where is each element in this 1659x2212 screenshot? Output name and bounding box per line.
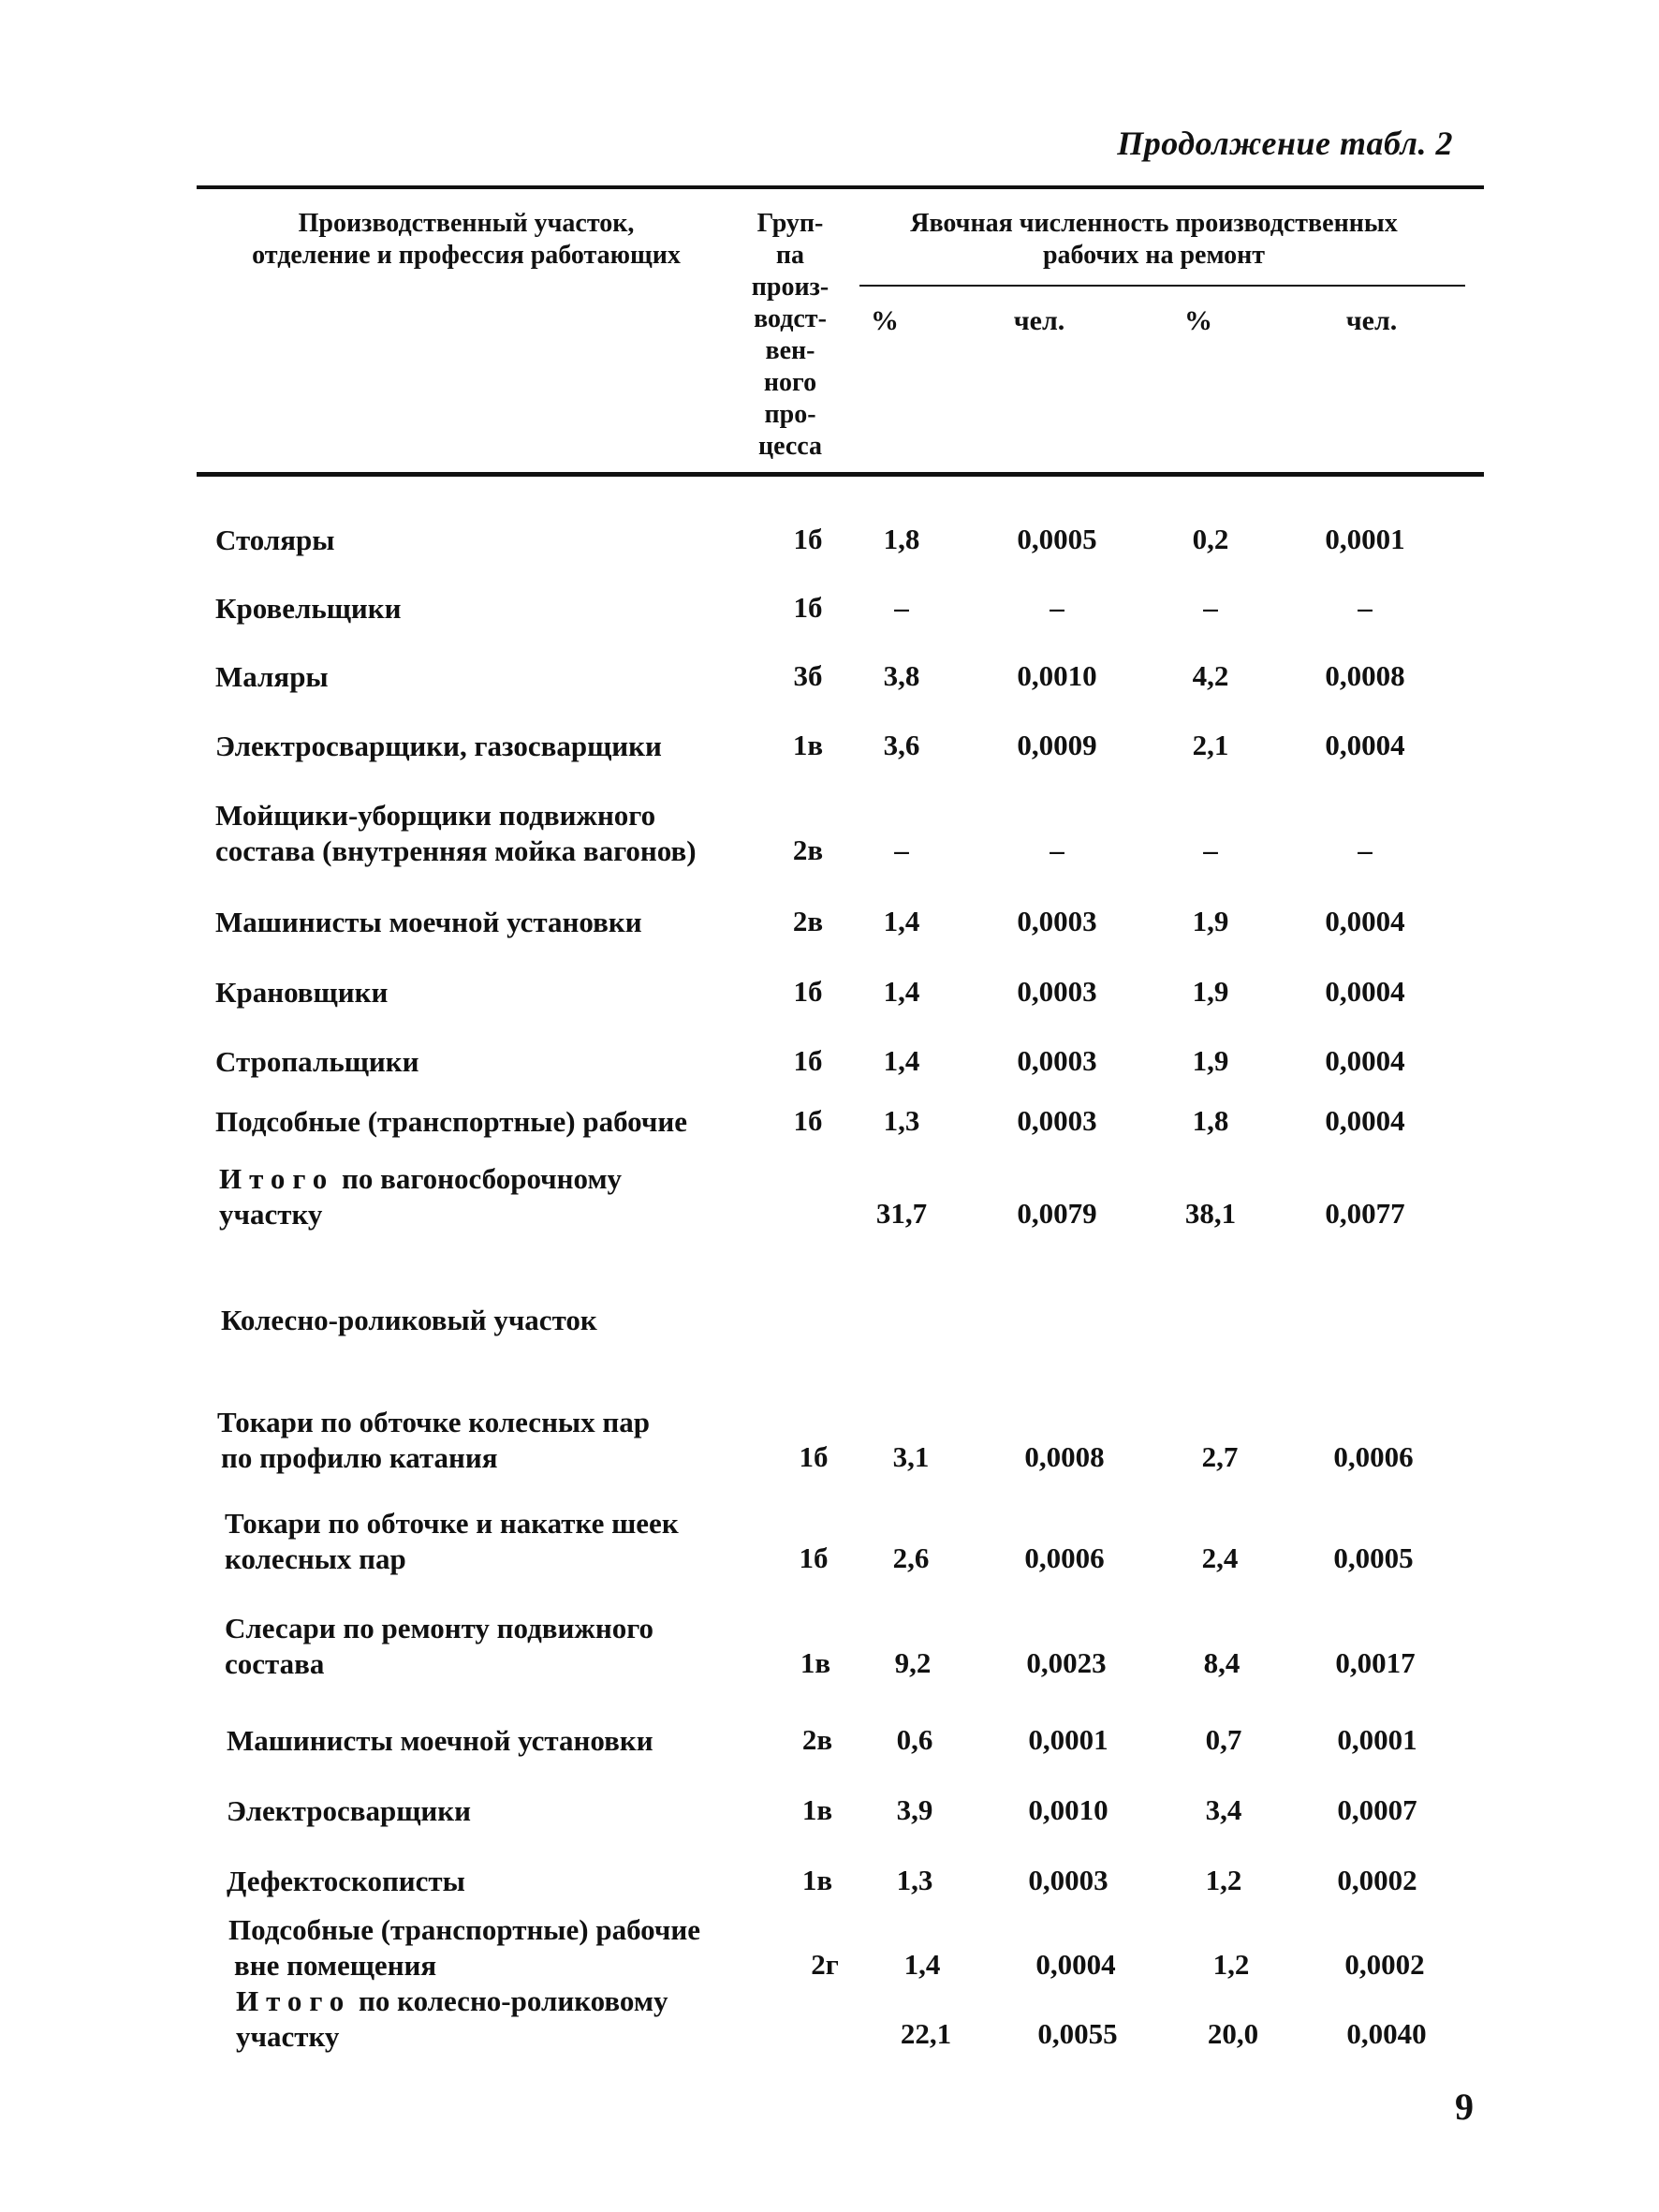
persons-cell: 0,0003 xyxy=(1017,1044,1097,1077)
persons-cell: 0,0055 xyxy=(1037,2017,1118,2050)
percent-cell: – xyxy=(894,833,909,866)
persons-cell: 0,0004 xyxy=(1035,1948,1116,1981)
profession-name: Машинисты моечной установки xyxy=(215,906,642,938)
percent-cell: 1,2 xyxy=(1212,1948,1250,1981)
percent-cell: 1,2 xyxy=(1205,1864,1242,1896)
persons-cell: 0,0006 xyxy=(1333,1440,1414,1473)
table-continuation-label: Продолжение табл. 2 xyxy=(1117,125,1453,162)
total-label xyxy=(236,1983,668,2055)
profession-name xyxy=(215,798,697,869)
group-cell: 1в xyxy=(801,1864,833,1896)
header-percent-2: % xyxy=(1184,305,1212,336)
persons-cell: 0,0077 xyxy=(1325,1197,1405,1230)
profession-name xyxy=(225,1611,653,1682)
persons-cell: 0,0010 xyxy=(1028,1793,1108,1826)
percent-cell: 3,1 xyxy=(892,1440,930,1473)
header-persons-2: чел. xyxy=(1345,305,1398,336)
persons-cell: 0,0003 xyxy=(1017,1104,1097,1137)
persons-cell: 0,0004 xyxy=(1325,975,1405,1008)
percent-cell: 1,3 xyxy=(883,1104,920,1137)
persons-cell: 0,0079 xyxy=(1017,1197,1097,1230)
percent-cell: 3,8 xyxy=(883,659,920,692)
percent-cell: 9,2 xyxy=(894,1646,932,1679)
group-cell: 1б xyxy=(793,975,823,1008)
percent-cell: 2,1 xyxy=(1192,729,1229,761)
group-cell: 1б xyxy=(793,591,823,624)
section-heading: Колесно-роликовый участок xyxy=(221,1304,597,1336)
profession-name: Маляры xyxy=(215,660,329,693)
percent-cell: 0,6 xyxy=(896,1723,933,1756)
group-cell: 2в xyxy=(801,1723,833,1756)
persons-cell: – xyxy=(1050,591,1064,624)
name-line: вне помещения xyxy=(234,1949,437,1982)
percent-cell: 0,2 xyxy=(1192,523,1229,555)
header-text: про- xyxy=(764,400,816,429)
header-bottom-rule xyxy=(197,472,1484,477)
header-text: отделение и профессия работающих xyxy=(252,241,681,270)
name-line: Токари по обточке колесных пар xyxy=(217,1406,650,1438)
total-rest: по колесно-роликовому xyxy=(351,1984,668,2017)
profession-name: Подсобные (транспортные) рабочие xyxy=(215,1105,687,1138)
percent-cell: 0,7 xyxy=(1205,1723,1242,1756)
percent-cell: 1,9 xyxy=(1192,905,1229,937)
group-cell: 1б xyxy=(799,1440,829,1473)
percent-cell: 2,7 xyxy=(1201,1440,1239,1473)
percent-cell: 8,4 xyxy=(1203,1646,1241,1679)
name-line: Слесари по ремонту подвижного xyxy=(225,1612,654,1644)
profession-name: Столяры xyxy=(215,524,335,556)
header-text: Груп- xyxy=(756,209,824,238)
group-cell: 2в xyxy=(792,833,824,866)
group-cell: 1в xyxy=(801,1793,833,1826)
total-rest: по вагоносборочному xyxy=(334,1162,623,1195)
group-cell: 1б xyxy=(799,1541,829,1574)
group-cell: 2в xyxy=(792,905,824,937)
persons-cell: 0,0002 xyxy=(1344,1948,1425,1981)
header-text: Явочная численность производственных xyxy=(910,209,1398,238)
percent-cell: – xyxy=(1203,591,1218,624)
group-cell: 1в xyxy=(800,1646,831,1679)
profession-name xyxy=(228,1912,700,1983)
percent-cell: 1,8 xyxy=(1192,1104,1229,1137)
persons-cell: – xyxy=(1358,833,1373,866)
group-cell: 1б xyxy=(793,1104,823,1137)
name-line: колесных пар xyxy=(225,1542,406,1575)
percent-cell: 1,4 xyxy=(883,905,920,937)
header-persons-1: чел. xyxy=(1013,305,1065,336)
percent-cell: 1,4 xyxy=(883,1044,920,1077)
persons-cell: 0,0004 xyxy=(1325,1044,1405,1077)
header-text: рабочих на ремонт xyxy=(1042,241,1266,270)
name-line: состава (внутренняя мойка вагонов) xyxy=(215,834,697,867)
group-cell: 2г xyxy=(811,1948,839,1981)
persons-cell: 0,0001 xyxy=(1325,523,1405,555)
profession-name: Кровельщики xyxy=(215,592,402,625)
persons-cell: 0,0040 xyxy=(1346,2017,1427,2050)
profession-name xyxy=(225,1506,679,1577)
persons-cell: 0,0001 xyxy=(1337,1723,1417,1756)
persons-cell: 0,0023 xyxy=(1026,1646,1107,1679)
header-sub-rule xyxy=(859,285,1465,287)
page-number: 9 xyxy=(1455,2086,1474,2128)
percent-cell: 2,6 xyxy=(892,1541,930,1574)
group-cell: 3б xyxy=(793,659,823,692)
total-label xyxy=(219,1161,622,1232)
profession-name: Дефектоскописты xyxy=(227,1865,465,1897)
persons-cell: 0,0009 xyxy=(1017,729,1097,761)
percent-cell: 3,6 xyxy=(883,729,920,761)
profession-name: Электросварщики xyxy=(227,1794,471,1827)
persons-cell: 0,0003 xyxy=(1017,975,1097,1008)
persons-cell: 0,0007 xyxy=(1337,1793,1417,1826)
percent-cell: 2,4 xyxy=(1201,1541,1239,1574)
header-text: цесса xyxy=(757,432,823,461)
header-col-profession xyxy=(195,208,738,272)
header-percent-1: % xyxy=(871,305,899,336)
persons-cell: 0,0017 xyxy=(1335,1646,1416,1679)
profession-name xyxy=(217,1405,650,1476)
persons-cell: 0,0005 xyxy=(1017,523,1097,555)
name-line: по профилю катания xyxy=(221,1441,498,1474)
header-text: Производственный участок, xyxy=(298,209,635,238)
percent-cell: 20,0 xyxy=(1207,2017,1259,2050)
percent-cell: 22,1 xyxy=(900,2017,952,2050)
persons-cell: 0,0004 xyxy=(1325,729,1405,761)
percent-cell: 3,9 xyxy=(896,1793,933,1826)
group-cell: 1б xyxy=(793,1044,823,1077)
profession-name: Стропальщики xyxy=(215,1045,419,1078)
persons-cell: 0,0003 xyxy=(1017,905,1097,937)
header-text: ного xyxy=(763,368,817,397)
persons-cell: 0,0010 xyxy=(1017,659,1097,692)
name-line: Мойщики-уборщики подвижного xyxy=(215,799,656,832)
header-col-headcount xyxy=(843,208,1465,272)
total-word: Итого xyxy=(236,1984,352,2017)
group-cell: 1в xyxy=(792,729,824,761)
percent-cell: 4,2 xyxy=(1192,659,1229,692)
profession-name: Электросварщики, газосварщики xyxy=(215,730,662,762)
profession-name: Крановщики xyxy=(215,976,389,1009)
total-line2: участку xyxy=(236,2020,340,2053)
persons-cell: 0,0004 xyxy=(1325,905,1405,937)
percent-cell: – xyxy=(894,591,909,624)
header-text: вен- xyxy=(765,336,815,365)
profession-name: Машинисты моечной установки xyxy=(227,1724,653,1757)
percent-cell: 1,8 xyxy=(883,523,920,555)
name-line: Токари по обточке и накатке шеек xyxy=(225,1507,679,1540)
percent-cell: 31,7 xyxy=(875,1197,928,1230)
percent-cell: – xyxy=(1203,833,1218,866)
total-line2: участку xyxy=(219,1198,323,1231)
table-top-rule xyxy=(197,185,1484,189)
percent-cell: 3,4 xyxy=(1205,1793,1242,1826)
header-text: произ- xyxy=(751,273,830,302)
percent-cell: 1,9 xyxy=(1192,975,1229,1008)
persons-cell: 0,0008 xyxy=(1024,1440,1105,1473)
persons-cell: – xyxy=(1358,591,1373,624)
percent-cell: 38,1 xyxy=(1184,1197,1237,1230)
persons-cell: 0,0006 xyxy=(1024,1541,1105,1574)
name-line: состава xyxy=(225,1647,325,1680)
persons-cell: – xyxy=(1050,833,1064,866)
persons-cell: 0,0004 xyxy=(1325,1104,1405,1137)
percent-cell: 1,9 xyxy=(1192,1044,1229,1077)
total-word: Итого xyxy=(219,1162,335,1195)
header-text: водст- xyxy=(754,304,827,333)
persons-cell: 0,0003 xyxy=(1028,1864,1108,1896)
persons-cell: 0,0001 xyxy=(1028,1723,1108,1756)
group-cell: 1б xyxy=(793,523,823,555)
percent-cell: 1,3 xyxy=(896,1864,933,1896)
percent-cell: 1,4 xyxy=(903,1948,941,1981)
header-text: па xyxy=(775,241,805,270)
persons-cell: 0,0002 xyxy=(1337,1864,1417,1896)
percent-cell: 1,4 xyxy=(883,975,920,1008)
name-line: Подсобные (транспортные) рабочие xyxy=(228,1913,700,1946)
persons-cell: 0,0005 xyxy=(1333,1541,1414,1574)
persons-cell: 0,0008 xyxy=(1325,659,1405,692)
header-col-group xyxy=(738,208,843,463)
